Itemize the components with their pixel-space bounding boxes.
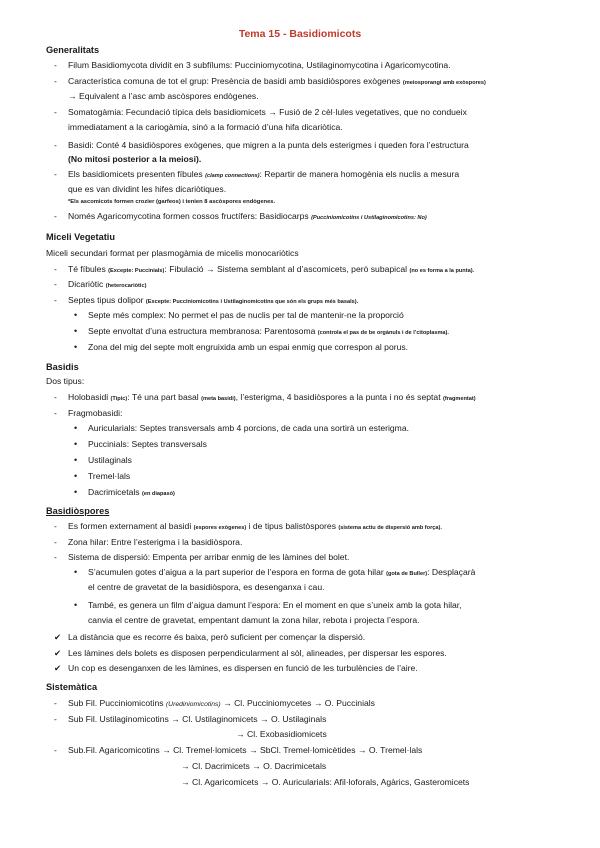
dash-marker: - (54, 392, 57, 402)
bullet-marker: • (74, 455, 78, 465)
bullet-text: També, es genera un film d’aigua damunt l’espora: En el moment en que s’uneix amb la gota hilar, (88, 600, 462, 610)
bullet-text: Puccinials: Septes transversals (88, 439, 207, 449)
taxonomy-text: Sub.Fil. Agaricomicotins → Cl. Tremel·lomicets → SbCl. Tremel·lomicètides → O. Tremel·lals (68, 745, 423, 755)
item-text-3: , l’esterigma, 4 basidiòspores a la punta i no és septat (235, 392, 441, 402)
item-text: Septes tipus dolipor (68, 295, 144, 305)
item-note: (Excepte: Puccinials) (108, 268, 165, 274)
bullet-text: Tremel·lals (88, 471, 131, 481)
item-text-2: : Té una part basal (127, 392, 199, 402)
item-text-2: : Fibulació → Sistema semblant al d’ascomicets, però subapical (164, 264, 408, 274)
taxonomy-text: → Cl. Exobasidiomicets (236, 729, 327, 739)
item-note-2: (no es forma a la punta). (409, 268, 475, 274)
item-text-2: : Repartir de manera homogènia els nuclis a mesura (259, 169, 460, 179)
check-text: Un cop es desenganxen de les làmines, es dispersen en funció de les turbulències de l’aire. (68, 663, 418, 673)
dash-marker: - (54, 169, 57, 179)
item-note: (Tipic) (110, 396, 128, 402)
bullet-note: (en diapasó) (141, 491, 175, 497)
item-note-3: (fragmentat) (442, 396, 476, 402)
dash-marker: - (54, 264, 57, 274)
item-note: (heterocariòtic) (105, 283, 147, 289)
dash-marker: - (54, 745, 57, 755)
item-text: Dicariòtic (68, 279, 104, 289)
page-title: Tema 15 - Basidiomicots (238, 28, 362, 40)
dash-marker: - (54, 698, 57, 708)
bullet-marker: • (74, 439, 78, 449)
item-note: (meiosporangi amb exòspores) (402, 80, 486, 86)
dash-marker: - (54, 76, 57, 86)
bullet-note: (controla el pas de be orgànuls i de l’citoplasma). (317, 330, 449, 336)
footnote: *Els ascomicots formen crozier (garfeos) i tenien 8 ascòspores endògenes. (68, 199, 276, 205)
dash-marker: - (54, 107, 57, 117)
bullet-text: Auricularials: Septes transversals amb 4 porcions, de cada una sortirà un esterigma. (88, 423, 409, 433)
item-note: (No mitosi posterior a la meiosi). (68, 154, 202, 164)
item-text-2: i de tipus balistòspores (246, 521, 336, 531)
item-text: Basidi: Conté 4 basidiòspores exògenes, que migren a la punta dels esterigmes i queden fora l’estructura (68, 140, 469, 150)
check-icon: ✔ (54, 648, 62, 658)
item-text: Somatogàmia: Fecundació típica dels basidiomicets → Fusió de 2 cèl·lules vegetatives, que no condueix (68, 107, 467, 117)
check-text: Les làmines dels bolets es disposen perpendicularment al sòl, alineades, per dispersar les espores. (68, 648, 447, 658)
taxonomy-text: Sub Fil. Pucciniomicotins (68, 698, 164, 708)
dash-marker: - (54, 295, 57, 305)
bullet-marker: • (74, 600, 78, 610)
bullet-text: Septe envoltat d’una estructura membranosa: Parentosoma (88, 326, 316, 336)
dash-marker: - (54, 211, 57, 221)
item-text: Holobasidi (68, 392, 109, 402)
section-heading-basidiospores: Basidiòspores (46, 506, 110, 516)
bullet-marker: • (74, 471, 78, 481)
bullet-note: (gota de Buller) (386, 571, 428, 577)
item-note-2: (sistema actiu de dispersió amb força). (338, 525, 442, 531)
bullet-text: Ustilaginals (88, 455, 132, 465)
taxonomy-text: → Cl. Dacrimicets → O. Dacrimicetals (181, 761, 327, 771)
bullet-text-2: : Desplaçarà (427, 567, 476, 577)
bullet-text: Zona del mig del septe molt engruixida amb un espai enmig que correspon al porus. (88, 342, 409, 352)
item-note: (Pucciniomicotins i Ustilaginomicotins: No) (311, 215, 427, 221)
check-icon: ✔ (54, 632, 62, 642)
item-note: (clamp connections) (205, 173, 260, 179)
item-continuation: immediatament a la cariogàmia, sinó a la formació d’una hifa dicariòtica. (68, 122, 343, 132)
taxonomy-text-2: → Cl. Pucciniomycetes → O. Puccinials (220, 698, 375, 708)
item-text: Només Agaricomycotina formen cossos fructífers: Basidiocarps (68, 211, 309, 221)
section-heading-miceli: Miceli Vegetatiu (46, 232, 115, 242)
item-text: Filum Basidiomycota dividit en 3 subfílums: Pucciniomycotina, Ustilaginomycotina i Agaricomycotina. (68, 60, 451, 70)
item-continuation: que es van dividint les hifes dicariòtiques. (68, 184, 227, 194)
item-note: (Excepte: Pucciniomicotins i Ustilaginomicotins que són els grups més basals). (145, 299, 359, 305)
dash-marker: - (54, 60, 57, 70)
bullet-text: S’acumulen gotes d’aigua a la part superior de l’espora en forma de gota hilar (88, 567, 384, 577)
item-continuation: → Equivalent a l’asc amb ascòspores endògenes. (68, 91, 259, 101)
taxonomy-text: → Cl. Agaricomicets → O. Auricularials: Afil·loforals, Agàrics, Gasteromicets (181, 777, 470, 787)
bullet-continuation: canvia el centre de gravetat, empentant damunt la zona hilar, rebota i projecta l’espora. (88, 615, 420, 625)
dash-marker: - (54, 521, 57, 531)
taxonomy-text: Sub Fil. Ustilaginomicotins → Cl. Ustilaginomicets → O. Ustilaginals (68, 714, 327, 724)
bullet-marker: • (74, 487, 78, 497)
bullet-marker: • (74, 567, 78, 577)
taxonomy-note: (Urediniomicotins) (165, 701, 221, 708)
bullet-marker: • (74, 423, 78, 433)
dash-marker: - (54, 408, 57, 418)
section-intro: Dos tipus: (46, 376, 85, 386)
bullet-text: Septe més complex: No permet el pas de nuclis per tal de mantenir-ne la proporció (88, 310, 404, 320)
bullet-continuation: el centre de gravetat de la basidiòspora, es desenganxa i cau. (88, 582, 325, 592)
item-text: Els basidiomicets presenten fíbules (68, 169, 203, 179)
bullet-text: Dacrimicetals (88, 487, 140, 497)
check-text: La distància que es recorre és baixa, però suficient per començar la dispersió. (68, 632, 366, 642)
item-note: (espores exògenes) (193, 525, 247, 531)
bullet-marker: • (74, 310, 78, 320)
item-text: Té fíbules (68, 264, 106, 274)
dash-marker: - (54, 552, 57, 562)
section-heading-generalitats: Generalitats (46, 45, 100, 55)
bullet-marker: • (74, 326, 78, 336)
item-note-2: (meta basidi) (201, 396, 236, 402)
dash-marker: - (54, 537, 57, 547)
item-text: Característica comuna de tot el grup: Presència de basidi amb basidiòspores exògenes (68, 76, 401, 86)
section-heading-basidis: Basidis (46, 362, 79, 372)
dash-marker: - (54, 140, 57, 150)
item-text: Es formen externament al basidi (68, 521, 192, 531)
item-text: Fragmobasidi: (68, 408, 123, 418)
item-text: Sistema de dispersió: Empenta per arribar enmig de les làmines del bolet. (68, 552, 350, 562)
bullet-marker: • (74, 342, 78, 352)
dash-marker: - (54, 279, 57, 289)
item-text: Zona hilar: Entre l’esterigma i la basidiòspora. (68, 537, 243, 547)
section-heading-sistematica: Sistemàtica (46, 682, 98, 692)
section-intro: Miceli secundari format per plasmogàmia de micelis monocariòtics (46, 248, 299, 258)
check-icon: ✔ (54, 663, 62, 673)
dash-marker: - (54, 714, 57, 724)
